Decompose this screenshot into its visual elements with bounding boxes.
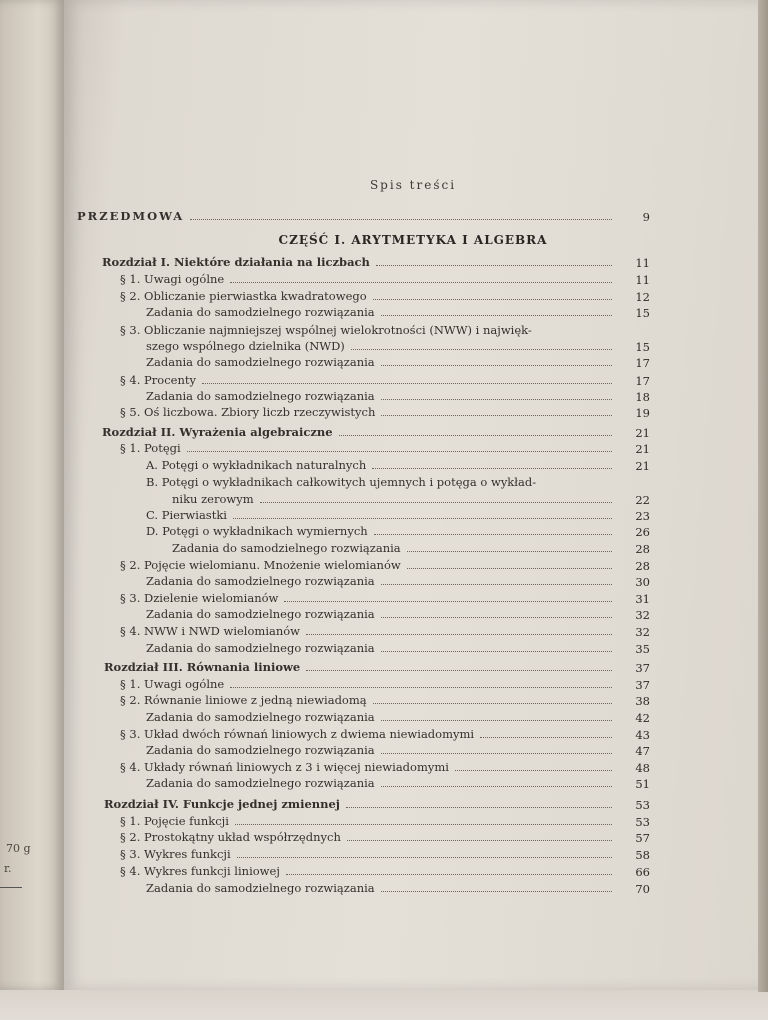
dot-leader [381,786,612,787]
dot-leader [339,435,612,436]
toc-entry-label: Zadania do samodzielnego rozwiązania [146,305,375,319]
toc-entry-label: § 3. Wykres funkcji [120,847,231,861]
dot-leader [237,857,612,858]
toc-entry-label: Rozdział II. Wyrażenia algebraiczne [102,425,333,439]
toc-page-number: 21 [635,459,650,473]
toc-entry [120,677,620,693]
toc-entry-label: § 2. Prostokątny układ współrzędnych [120,830,341,844]
toc-page-number: 66 [635,865,650,879]
toc-entry-label: § 2. Równanie liniowe z jedną niewiadomą [120,693,367,707]
toc-entry-label: Rozdział III. Równania liniowe [104,660,301,674]
toc-entry-label: Zadania do samodzielnego rozwiązania [146,743,375,757]
toc-entry [172,541,620,557]
dot-leader [260,502,612,503]
toc-entry-label: § 5. Oś liczbowa. Zbiory liczb rzeczywistych [120,405,376,419]
toc-entry [146,524,620,540]
toc-entry [102,425,620,441]
toc-entry [146,458,620,474]
dot-leader [306,634,612,635]
toc-entry [120,760,620,776]
toc-entry [120,441,620,457]
dot-leader [381,399,612,400]
toc-entry [120,405,620,421]
dot-leader [202,383,612,384]
toc-entry-label: § 3. Obliczanie najmniejszej wspólnej wielokrotności (NWW) i najwięk- [120,323,532,337]
toc-page-number: 32 [635,608,650,622]
toc-page-number: 19 [635,406,650,420]
toc-page-number: 17 [635,374,650,388]
toc-page-number: 70 [635,882,650,896]
toc-page-number: 9 [642,210,650,224]
toc-entry [146,607,620,623]
dot-leader [480,737,612,738]
toc-entry-label: § 1. Potęgi [120,441,181,455]
toc-entry [146,475,620,491]
toc-entry [146,743,620,759]
dot-leader [373,703,612,704]
toc-page-number: 53 [635,815,650,829]
toc-page-number: 35 [635,642,650,656]
toc-entry-label: § 4. Procenty [120,373,196,387]
toc-entry [146,355,620,371]
toc-entry [102,255,620,271]
dot-leader [381,651,612,652]
dot-leader [284,601,612,602]
toc-entry-label: D. Potęgi o wykładnikach wymiernych [146,524,368,538]
toc-entry [120,323,620,339]
toc-entry [104,660,620,676]
toc-entry [146,339,620,355]
toc-page-number: 11 [635,273,650,287]
toc-entry-label: Rozdział IV. Funkcje jednej zmiennej [104,797,340,811]
toc-entry [120,272,620,288]
toc-entry [146,305,620,321]
toc-entry [120,864,620,880]
toc-page-number: 42 [635,711,650,725]
toc-page-number: 18 [635,390,650,404]
toc-page-number: 48 [635,761,650,775]
toc-entry-label: § 1. Pojęcie funkcji [120,814,229,828]
dot-leader [381,415,612,416]
toc-entry-label: § 4. Wykres funkcji liniowej [120,864,280,878]
toc-page-number: 30 [635,575,650,589]
toc-entry-label: § 1. Uwagi ogólne [120,677,225,691]
dot-leader [190,219,612,220]
toc-entry-label: A. Potęgi o wykładnikach naturalnych [146,458,367,472]
dot-leader [374,534,612,535]
page-edge [758,0,768,992]
toc-page-number: 21 [635,426,650,440]
dot-leader [233,518,612,519]
toc-entry-label: C. Pierwiastki [146,508,227,522]
dot-leader [351,349,612,350]
dot-leader [381,584,612,585]
toc-entry-label: niku zerowym [172,492,254,506]
toc-entry [120,558,620,574]
toc-entry-label: Zadania do samodzielnego rozwiązania [146,710,375,724]
toc-page-number: 28 [635,559,650,573]
toc-entry [120,727,620,743]
margin-fragment: r. [4,862,12,875]
toc-entry-label: § 1. Uwagi ogólne [120,272,225,286]
dot-leader [346,807,612,808]
toc-entry-label: Zadania do samodzielnego rozwiązania [172,541,401,555]
toc-page-number: 38 [635,694,650,708]
dot-leader [381,891,612,892]
toc-entry [146,508,620,524]
toc-page-number: 28 [635,542,650,556]
toc-page-number: 15 [635,340,650,354]
toc-page-number: 15 [635,306,650,320]
dot-leader [407,568,612,569]
toc-entry-label: § 3. Układ dwóch równań liniowych z dwiema niewiadomymi [120,727,475,741]
toc-entry-label: § 3. Dzielenie wielomianów [120,591,279,605]
toc-entry [120,830,620,846]
toc-entry [120,693,620,709]
dot-leader [230,282,612,283]
dot-leader [381,315,612,316]
toc-page-number: 53 [635,798,650,812]
dot-leader [407,551,612,552]
margin-rule [0,887,22,888]
dot-leader [347,840,612,841]
dot-leader [381,365,612,366]
toc-entry-label: Rozdział I. Niektóre działania na liczbach [102,255,370,269]
toc-page-number: 23 [635,509,650,523]
dot-leader [455,770,612,771]
toc-page-number: 58 [635,848,650,862]
dot-leader [381,753,612,754]
toc-page-number: 11 [635,256,650,270]
toc-entry-label: B. Potęgi o wykładnikach całkowitych ujemnych i potęga o wykład- [146,475,537,489]
toc-entry [120,289,620,305]
toc-entry-label: Zadania do samodzielnego rozwiązania [146,389,375,403]
dot-leader [286,874,612,875]
part-heading: CZĘŚĆ I. ARYTMETYKA I ALGEBRA [278,233,548,247]
toc-page-number: 57 [635,831,650,845]
toc-entry [172,492,620,508]
toc-entry [120,847,620,863]
toc-entry [120,814,620,830]
toc-entry-label: Zadania do samodzielnego rozwiązania [146,607,375,621]
toc-entry [146,389,620,405]
toc-entry-label: § 4. NWW i NWD wielomianów [120,624,301,638]
toc-page-number: 47 [635,744,650,758]
dot-leader [235,824,612,825]
toc-title: Spis treści [369,178,457,192]
toc-entry-label: Zadania do samodzielnego rozwiązania [146,355,375,369]
toc-page-number: 12 [635,290,650,304]
toc-entry [146,710,620,726]
margin-fragment: 70 g [6,842,31,855]
toc-page-number: 32 [635,625,650,639]
toc-page-number: 31 [635,592,650,606]
toc-entry [120,591,620,607]
left-page-edge [0,0,64,990]
toc-entry [120,373,620,389]
toc-page-number: 21 [635,442,650,456]
toc-entry-label: Zadania do samodzielnego rozwiązania [146,641,375,655]
toc-entry-label: § 4. Układy równań liniowych z 3 i więcej niewiadomymi [120,760,449,774]
toc-entry-label: § 2. Obliczanie pierwiastka kwadratowego [120,289,367,303]
dot-leader [230,687,612,688]
toc-entry [77,209,620,225]
toc-entry [120,624,620,640]
toc-entry-label: Zadania do samodzielnego rozwiązania [146,776,375,790]
dot-leader [381,617,612,618]
toc-entry-label: Zadania do samodzielnego rozwiązania [146,881,375,895]
toc-page-number: 37 [635,661,650,675]
toc-page-number: 43 [635,728,650,742]
toc-page-number: 51 [635,777,650,791]
dot-leader [372,468,612,469]
toc-entry [146,881,620,897]
toc-page-number: 22 [635,493,650,507]
dot-leader [381,720,612,721]
dot-leader [306,670,612,671]
toc-page-number: 17 [635,356,650,370]
toc-entry-label: § 2. Pojęcie wielomianu. Mnożenie wielomianów [120,558,401,572]
toc-entry-label: Zadania do samodzielnego rozwiązania [146,574,375,588]
toc-entry [146,776,620,792]
toc-entry-label: PRZEDMOWA [77,209,185,223]
toc-entry-label: szego wspólnego dzielnika (NWD) [146,339,345,353]
dot-leader [373,299,612,300]
toc-page-number: 26 [635,525,650,539]
toc-page-number: 37 [635,678,650,692]
dot-leader [376,265,612,266]
dot-leader [187,451,612,452]
toc-entry [104,797,620,813]
toc-entry [146,574,620,590]
toc-entry [146,641,620,657]
